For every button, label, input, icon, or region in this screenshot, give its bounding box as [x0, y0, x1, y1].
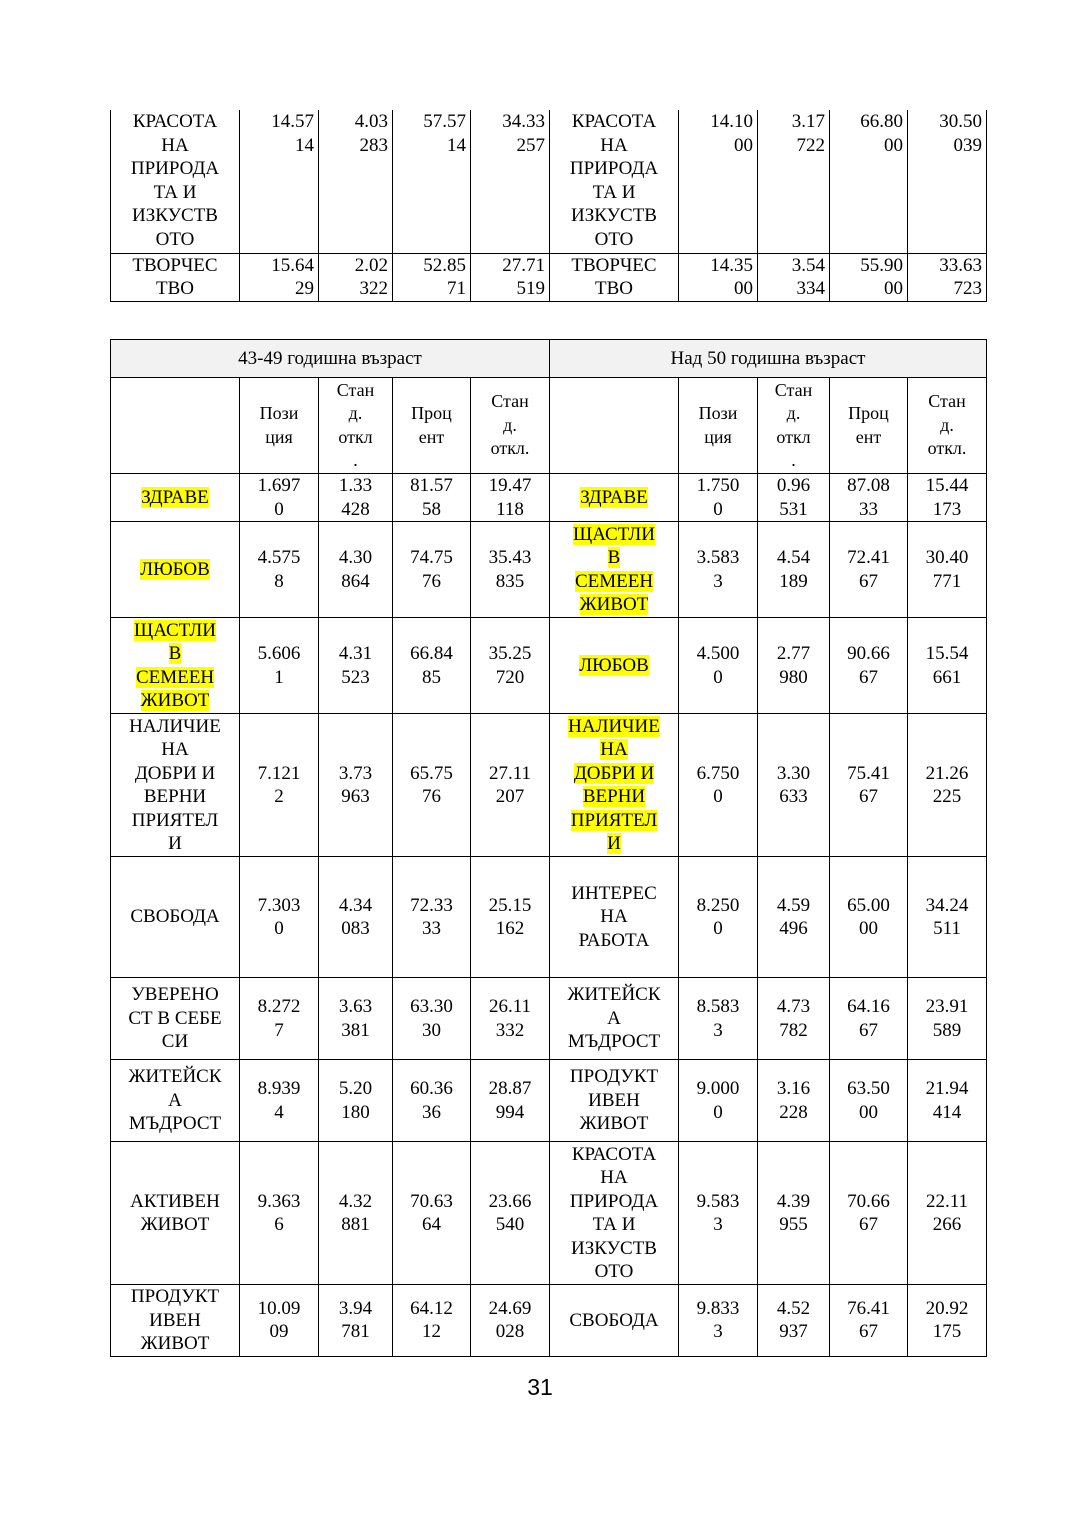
value-cell-text: 72.33 33 [410, 894, 453, 939]
value-cell [471, 253, 550, 301]
value-cell-text: 52.85 71 [423, 254, 466, 299]
value-cell-text: 30.40 771 [925, 547, 969, 592]
value-cell [830, 253, 908, 301]
value-cell [240, 618, 319, 714]
value-label-cell [111, 618, 240, 714]
value-label-cell-text: ЛЮБОВ [140, 558, 210, 580]
value-label-cell-text: ЖИТЕЙСК А МЪДРОСТ [128, 1066, 222, 1135]
value-cell [830, 1060, 908, 1142]
value-cell-text: 3.54 334 [791, 254, 825, 299]
value-cell [393, 857, 471, 978]
column-header-position: Пози ция [679, 378, 758, 474]
value-cell [471, 110, 550, 253]
table-row [111, 618, 987, 714]
value-cell [240, 253, 319, 301]
table-row [111, 522, 987, 618]
value-cell [393, 110, 471, 253]
value-cell-text: 4.52 937 [776, 1297, 811, 1343]
value-cell [240, 714, 319, 857]
value-cell [830, 618, 908, 714]
value-cell [679, 1285, 758, 1357]
column-header-std-dev: Стан д. откл . [758, 378, 830, 474]
value-cell-text: 9.000 0 [696, 1078, 740, 1123]
value-cell-text: 3.16 228 [776, 1078, 811, 1123]
value-label-cell [111, 474, 240, 522]
value-cell [908, 474, 987, 522]
value-cell-text: 9.833 3 [696, 1297, 740, 1343]
column-header-std-dev: Стан д. откл. [471, 378, 550, 474]
column-header-std-dev: Стан д. откл . [319, 378, 393, 474]
value-cell-text: 8.939 4 [257, 1078, 301, 1123]
value-cell [758, 714, 830, 857]
value-cell [908, 1060, 987, 1142]
value-cell [319, 474, 393, 522]
value-label-cell-text: ЖИТЕЙСК А МЪДРОСТ [567, 984, 661, 1053]
value-cell [679, 978, 758, 1060]
table-row [111, 474, 987, 522]
value-cell-text: 15.54 661 [925, 643, 969, 688]
value-cell-text: 1.750 0 [696, 475, 740, 520]
value-label-cell-text: КРАСОТА НА ПРИРОДА ТА И ИЗКУСТВ ОТО [130, 111, 220, 250]
value-label-cell-text: НАЛИЧИЕ НА ДОБРИ И ВЕРНИ ПРИЯТЕЛ И [129, 715, 221, 854]
age-group-values-table [110, 339, 987, 1357]
value-cell [758, 253, 830, 301]
value-cell-text: 4.500 0 [696, 643, 740, 688]
value-cell-text: 57.57 14 [423, 111, 466, 156]
value-cell-text: 64.12 12 [410, 1297, 453, 1343]
value-cell [319, 253, 393, 301]
value-cell [830, 474, 908, 522]
value-cell-text: 70.63 64 [410, 1190, 453, 1235]
value-cell [679, 522, 758, 618]
value-cell [240, 1060, 319, 1142]
value-label-cell [111, 1285, 240, 1357]
value-cell-text: 90.66 67 [847, 643, 890, 688]
value-cell-text: 0.96 531 [776, 475, 811, 520]
value-label-cell-text: СВОБОДА [569, 1309, 659, 1331]
table-row [111, 1142, 987, 1285]
value-cell [679, 474, 758, 522]
value-cell [393, 522, 471, 618]
value-cell [393, 618, 471, 714]
value-cell-text: 8.583 3 [696, 996, 740, 1041]
value-label-cell-text: КРАСОТА НА ПРИРОДА ТА И ИЗКУСТВ ОТО [569, 111, 659, 250]
value-cell-text: 9.583 3 [696, 1190, 740, 1235]
continued-values-table [110, 110, 987, 302]
value-label-cell-text: ЛЮБОВ [579, 654, 649, 676]
age-group-header: Над 50 годишна възраст [550, 340, 987, 378]
value-cell-text: 4.575 8 [257, 547, 301, 592]
value-cell [908, 618, 987, 714]
value-cell-text: 14.35 00 [710, 254, 753, 299]
table-row [111, 1060, 987, 1142]
value-cell-text: 5.606 1 [257, 643, 301, 688]
value-label-cell [111, 1060, 240, 1142]
value-cell [319, 618, 393, 714]
value-cell-text: 76.41 67 [847, 1297, 890, 1343]
value-cell [830, 110, 908, 253]
value-cell-text: 74.75 76 [410, 547, 453, 592]
value-cell [319, 978, 393, 1060]
value-label-cell [550, 1142, 679, 1285]
value-label-cell [111, 522, 240, 618]
value-cell-text: 35.43 835 [488, 547, 532, 592]
value-cell [471, 522, 550, 618]
value-cell [758, 110, 830, 253]
column-header-percent: Проц ент [393, 378, 471, 474]
value-cell [679, 110, 758, 253]
value-label-cell-text: ИНТЕРЕС НА РАБОТА [571, 882, 657, 951]
value-cell-text: 87.08 33 [847, 475, 890, 520]
value-cell-text: 3.583 3 [696, 547, 740, 592]
value-cell [471, 474, 550, 522]
value-cell [393, 253, 471, 301]
value-label-cell-text: ТВОРЧЕС ТВО [132, 254, 218, 299]
value-cell-text: 3.30 633 [776, 762, 811, 807]
value-cell-text: 27.71 519 [502, 254, 545, 299]
value-cell-text: 3.73 963 [338, 762, 373, 807]
value-label-cell-text: ЩАСТЛИ В СЕМЕЕН ЖИВОТ [134, 619, 216, 711]
value-cell [758, 857, 830, 978]
value-cell [319, 110, 393, 253]
value-cell-text: 66.80 00 [860, 111, 903, 156]
value-cell-text: 64.16 67 [847, 996, 890, 1041]
value-label-cell [111, 857, 240, 978]
value-cell [679, 253, 758, 301]
value-label-cell-text: ЩАСТЛИ В СЕМЕЕН ЖИВОТ [573, 523, 655, 615]
value-cell-text: 9.363 6 [257, 1190, 301, 1235]
value-cell [830, 978, 908, 1060]
value-cell-text: 70.66 67 [847, 1190, 890, 1235]
value-cell-text: 3.17 722 [791, 111, 825, 156]
value-cell [679, 714, 758, 857]
value-cell-text: 14.57 14 [271, 111, 314, 156]
value-label-cell [550, 474, 679, 522]
value-cell [830, 1285, 908, 1357]
value-cell-text: 63.30 30 [410, 996, 453, 1041]
value-label-header [550, 378, 679, 474]
value-cell-text: 4.39 955 [776, 1190, 811, 1235]
value-cell [393, 1142, 471, 1285]
value-label-cell [550, 618, 679, 714]
value-label-cell [550, 253, 679, 301]
value-cell-text: 35.25 720 [488, 643, 532, 688]
value-cell-text: 27.11 207 [488, 762, 532, 807]
value-cell-text: 22.11 266 [925, 1190, 969, 1235]
value-label-cell-text: ЗДРАВЕ [580, 486, 648, 508]
value-label-cell-text: ТВОРЧЕС ТВО [571, 254, 657, 299]
table-row [111, 978, 987, 1060]
table-row [111, 857, 987, 978]
value-cell-text: 14.10 00 [710, 111, 753, 156]
value-label-cell-text: КРАСОТА НА ПРИРОДА ТА И ИЗКУСТВ ОТО [569, 1143, 659, 1282]
value-cell-text: 6.750 0 [696, 762, 740, 807]
value-cell-text: 1.33 428 [338, 475, 373, 520]
value-cell-text: 15.44 173 [925, 475, 969, 520]
value-label-cell-text: СВОБОДА [130, 906, 220, 928]
value-cell [908, 1142, 987, 1285]
value-cell-text: 65.00 00 [847, 894, 890, 939]
value-cell [471, 857, 550, 978]
value-cell-text: 4.30 864 [338, 547, 373, 592]
value-cell [393, 1285, 471, 1357]
value-cell [679, 857, 758, 978]
value-cell-text: 7.303 0 [257, 894, 301, 939]
value-cell [471, 1060, 550, 1142]
value-cell-text: 4.34 083 [338, 894, 373, 939]
value-cell-text: 66.84 85 [410, 643, 453, 688]
value-cell-text: 4.31 523 [338, 643, 373, 688]
value-cell-text: 4.03 283 [354, 111, 388, 156]
value-cell [830, 857, 908, 978]
value-cell [240, 1142, 319, 1285]
column-header-std-dev: Стан д. откл. [908, 378, 987, 474]
value-cell-text: 3.63 381 [338, 996, 373, 1041]
age-group-header: 43-49 годишна възраст [111, 340, 550, 378]
value-cell-text: 24.69 028 [488, 1297, 532, 1343]
value-cell-text: 7.121 2 [257, 762, 301, 807]
table-row [111, 714, 987, 857]
value-label-cell [550, 714, 679, 857]
value-label-cell [550, 978, 679, 1060]
value-cell [908, 714, 987, 857]
value-label-cell-text: ПРОДУКТ ИВЕН ЖИВОТ [130, 1286, 220, 1354]
age-group-header-row [111, 340, 987, 378]
value-cell [393, 1060, 471, 1142]
value-cell [319, 1285, 393, 1357]
value-cell-text: 34.24 511 [925, 894, 969, 939]
value-cell [319, 714, 393, 857]
value-cell-text: 81.57 58 [410, 475, 453, 520]
value-cell [471, 714, 550, 857]
value-cell-text: 2.77 980 [776, 643, 811, 688]
value-cell [240, 522, 319, 618]
value-label-cell [111, 978, 240, 1060]
value-cell [319, 522, 393, 618]
value-cell-text: 4.59 496 [776, 894, 811, 939]
column-header-row [111, 378, 987, 474]
value-cell [908, 978, 987, 1060]
value-cell [908, 110, 987, 253]
value-cell-text: 15.64 29 [271, 254, 314, 299]
value-cell [240, 857, 319, 978]
value-cell [240, 978, 319, 1060]
table-row [111, 253, 987, 301]
value-cell [830, 522, 908, 618]
value-cell-text: 65.75 76 [410, 762, 453, 807]
value-cell [679, 618, 758, 714]
value-cell [758, 978, 830, 1060]
value-cell-text: 19.47 118 [488, 475, 532, 520]
value-cell [319, 857, 393, 978]
value-label-cell [550, 522, 679, 618]
value-cell [830, 1142, 908, 1285]
value-cell [679, 1060, 758, 1142]
value-label-cell [550, 1285, 679, 1357]
value-cell [393, 714, 471, 857]
table-row [111, 1285, 987, 1357]
value-cell-text: 4.73 782 [776, 996, 811, 1041]
value-cell-text: 26.11 332 [488, 996, 532, 1041]
value-label-cell-text: УВЕРЕНО СТ В СЕБЕ СИ [128, 984, 222, 1053]
value-cell [393, 474, 471, 522]
column-header-percent: Проц ент [830, 378, 908, 474]
page-number: 31 [527, 1374, 553, 1400]
value-cell-text: 4.54 189 [776, 547, 811, 592]
value-cell-text: 4.32 881 [338, 1190, 373, 1235]
value-cell [758, 618, 830, 714]
value-label-cell [550, 1060, 679, 1142]
value-label-cell-text: ПРОДУКТ ИВЕН ЖИВОТ [569, 1066, 659, 1135]
value-cell [908, 1285, 987, 1357]
value-cell-text: 23.66 540 [488, 1190, 532, 1235]
value-cell-text: 75.41 67 [847, 762, 890, 807]
value-cell [471, 978, 550, 1060]
value-label-cell [111, 1142, 240, 1285]
value-cell-text: 21.26 225 [925, 762, 969, 807]
value-cell-text: 3.94 781 [338, 1297, 373, 1343]
value-label-header [111, 378, 240, 474]
value-cell [758, 474, 830, 522]
value-cell-text: 1.697 0 [257, 475, 301, 520]
value-cell [679, 1142, 758, 1285]
value-cell-text: 72.41 67 [847, 547, 890, 592]
value-cell [319, 1142, 393, 1285]
value-cell [830, 714, 908, 857]
value-cell-text: 55.90 00 [860, 254, 903, 299]
value-label-cell [111, 110, 240, 253]
value-cell [758, 1142, 830, 1285]
value-cell-text: 60.36 36 [410, 1078, 453, 1123]
value-label-cell [550, 110, 679, 253]
value-cell-text: 30.50 039 [939, 111, 982, 156]
value-cell [471, 618, 550, 714]
value-cell-text: 28.87 994 [488, 1078, 532, 1123]
value-label-cell [550, 857, 679, 978]
value-cell [758, 1060, 830, 1142]
value-cell-text: 34.33 257 [502, 111, 545, 156]
value-cell [240, 1285, 319, 1357]
value-cell [758, 522, 830, 618]
table-row [111, 110, 987, 253]
value-cell-text: 23.91 589 [925, 996, 969, 1041]
column-header-position: Пози ция [240, 378, 319, 474]
value-cell [471, 1142, 550, 1285]
value-cell-text: 20.92 175 [925, 1297, 969, 1343]
value-cell-text: 8.272 7 [257, 996, 301, 1041]
value-label-cell [111, 714, 240, 857]
value-cell [240, 110, 319, 253]
value-cell-text: 63.50 00 [847, 1078, 890, 1123]
value-label-cell-text: НАЛИЧИЕ НА ДОБРИ И ВЕРНИ ПРИЯТЕЛ И [568, 715, 660, 854]
value-cell-text: 5.20 180 [338, 1078, 373, 1123]
value-label-cell-text: ЗДРАВЕ [141, 486, 209, 508]
value-cell [908, 522, 987, 618]
value-cell [908, 253, 987, 301]
value-cell [471, 1285, 550, 1357]
value-cell-text: 33.63 723 [939, 254, 982, 299]
value-cell [758, 1285, 830, 1357]
value-cell [908, 857, 987, 978]
value-label-cell [111, 253, 240, 301]
value-cell [240, 474, 319, 522]
value-cell-text: 25.15 162 [488, 894, 532, 939]
value-cell-text: 2.02 322 [354, 254, 388, 299]
value-cell [319, 1060, 393, 1142]
value-cell-text: 8.250 0 [696, 894, 740, 939]
value-cell-text: 10.09 09 [257, 1297, 301, 1343]
value-cell-text: 21.94 414 [925, 1078, 969, 1123]
value-label-cell-text: АКТИВЕН ЖИВОТ [130, 1190, 220, 1235]
value-cell [393, 978, 471, 1060]
